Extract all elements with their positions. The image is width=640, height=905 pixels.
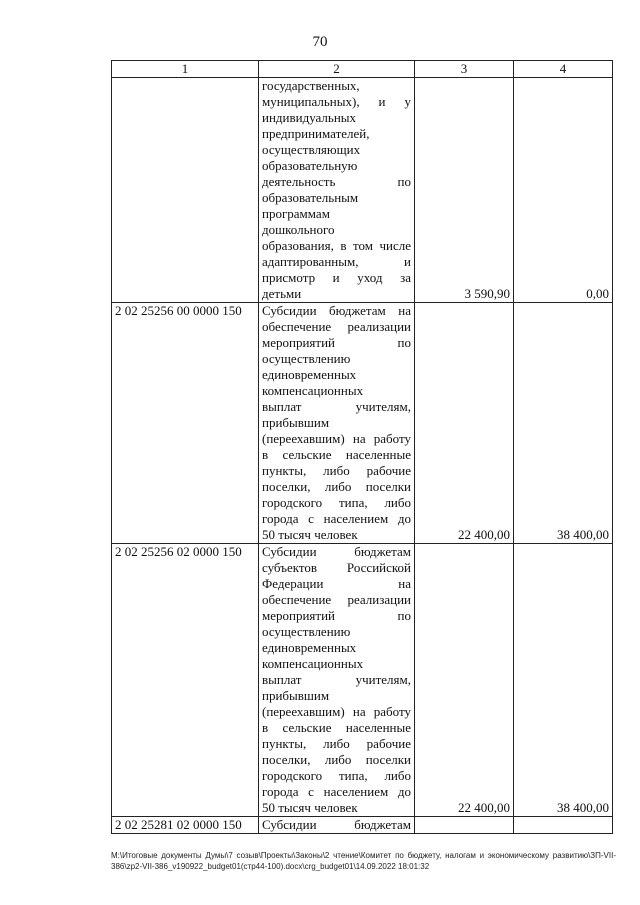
file-path-footer: M:\Итоговые документы Думы\7 созыв\Проекты\Законы\2 чтение\Комитет по бюджету, налогам и экономическому развитию\ЗП-VII-386\zp2-VII-386_v190922_budget01(стр44-100).docx\crg_budget01\14.09.2022 18:01:32 [111,851,616,871]
revenue-name-line: Субсидии бюджетам [262,817,411,832]
revenue-name-line: мероприятий по [262,335,411,350]
table-row [112,817,613,834]
revenue-name-line: детьми [262,286,302,301]
revenue-name-line: выплат учителям, [262,399,411,414]
table-row [112,78,613,303]
revenue-name-line: выплат учителям, [262,672,411,687]
budget-code-cell [112,78,259,303]
revenue-name-line: прибывшим [262,415,330,430]
revenue-name-line: мероприятий по [262,608,411,623]
revenue-name-line: обеспечение реализации [262,319,411,334]
revenue-name-line: единовременных [262,367,357,382]
revenue-name-line: Субсидии бюджетам [262,544,411,559]
revenue-name-line: обеспечение реализации [262,592,411,607]
page-number: 70 [312,34,328,50]
revenue-name-line: индивидуальных [262,110,357,125]
revenue-name-line: осуществляющих [262,142,361,157]
revenue-name-line: образовательным [262,190,359,205]
revenue-name-line: Субсидии бюджетам на [262,303,411,318]
amount-col4-cell: 38 400,00 [514,544,613,817]
budget-code-cell: 2 02 25256 02 0000 150 [112,544,259,817]
revenue-name-line: 50 тысяч человек [262,527,358,542]
revenue-name-line: (переехавшим) на работу [262,704,411,719]
revenue-name-line: осуществлению [262,624,351,639]
revenue-name-cell [259,817,415,834]
budget-code-cell: 2 02 25256 00 0000 150 [112,303,259,544]
revenue-name-line: поселки, либо поселки [262,752,411,767]
budget-code-cell: 2 02 25281 02 0000 150 [112,817,259,834]
amount-col3-cell: 22 400,00 [415,544,514,817]
revenue-name-line: образовательную [262,158,358,173]
budget-table [111,60,613,834]
revenue-name-line: 50 тысяч человек [262,800,358,815]
column-header-3: 3 [415,61,514,78]
revenue-name-line: Федерации на [262,576,411,591]
revenue-name-line: города с населением до [262,784,411,799]
revenue-name-line: пункты, либо рабочие [262,463,411,478]
revenue-name-line: поселки, либо поселки [262,479,411,494]
revenue-name-line: прибывшим [262,688,330,703]
revenue-name-line: субъектов Российской [262,560,411,575]
revenue-name-line: предпринимателей, [262,126,370,141]
table-row [112,544,613,817]
revenue-name-line: дошкольного [262,222,335,237]
revenue-name-line: пункты, либо рабочие [262,736,411,751]
column-header-4: 4 [514,61,613,78]
revenue-name-line: компенсационных [262,383,364,398]
revenue-name-line: присмотр и уход за [262,270,411,285]
revenue-name-line: образования, в том числе [262,238,411,253]
revenue-name-line: деятельность по [262,174,411,189]
table-header-row [112,61,613,78]
column-header-1: 1 [112,61,259,78]
column-header-2: 2 [259,61,415,78]
revenue-name-line: адаптированным, и [262,254,411,269]
revenue-name-line: осуществлению [262,351,351,366]
revenue-name-line: городского типа, либо [262,495,411,510]
amount-col4-cell [514,817,613,834]
table-row [112,303,613,544]
amount-col4-cell: 0,00 [514,78,613,303]
table-body [112,78,613,834]
amount-col3-cell: 3 590,90 [415,78,514,303]
revenue-name-line: компенсационных [262,656,364,671]
revenue-name-line: города с населением до [262,511,411,526]
revenue-name-line: единовременных [262,640,357,655]
amount-col3-cell [415,817,514,834]
revenue-name-cell [259,78,415,303]
revenue-name-line: в сельские населенные [262,720,411,735]
revenue-name-line: программам [262,206,330,221]
amount-col3-cell: 22 400,00 [415,303,514,544]
revenue-name-cell [259,303,415,544]
revenue-name-line: городского типа, либо [262,768,411,783]
revenue-name-line: (переехавшим) на работу [262,431,411,446]
revenue-name-cell [259,544,415,817]
revenue-name-line: муниципальных), и у [262,94,411,109]
revenue-name-line: государственных, [262,78,360,93]
amount-col4-cell: 38 400,00 [514,303,613,544]
revenue-name-line: в сельские населенные [262,447,411,462]
